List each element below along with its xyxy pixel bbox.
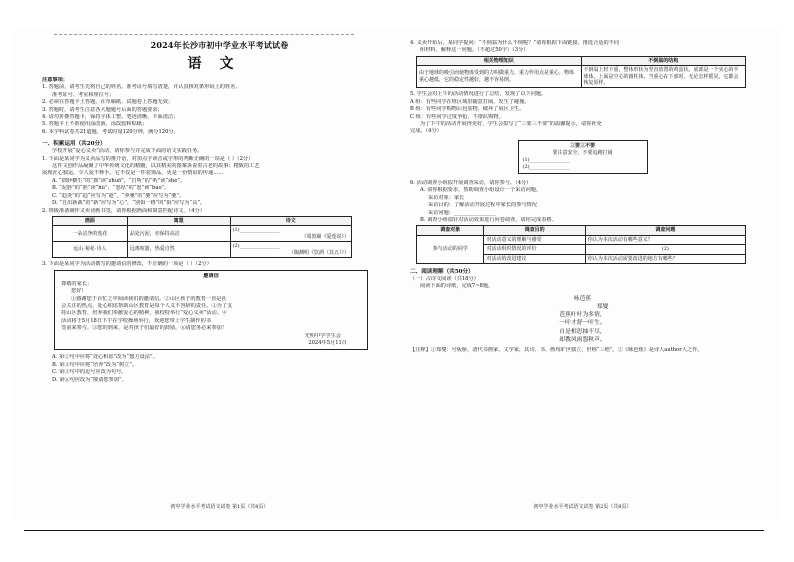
answer-blank: (2)________________ [232,243,280,250]
table-cell: 对活动组织情况的评价 [484,245,585,254]
exam-title: 2024年长沙市初中学业水平考试试卷 [150,40,289,50]
answer-blank: (1)________________ [522,156,570,163]
question-intro: 学校开展“爱心义卖”活动，请你参与并完成下面的语文实践任务。 [52,148,203,155]
bookmark-table [52,216,352,258]
poem-author: 郑燮 [596,303,609,310]
notice-line: 准考证号、考室和座位号； [52,91,115,98]
reading-instruction: 阅读下面的诗歌，完成7~8题。 [420,283,494,290]
option-a: A. 第②句中应将“处心积虑”改为“想方设法”。 [52,354,158,361]
notice-line: 3. 答题时，请考生注意各大题题号后面的答题要求； [42,106,163,113]
question-2: 2. 班级准备制作义卖诗画书签，请你根据画面和寓意匹配诗文。（4分） [42,207,205,214]
notice-line: 4. 请勿折叠答题卡，保持字体工整、笔迹清晰、卡面清洁； [42,114,179,121]
table-header: 不倒翁的结构 [581,56,746,65]
group-a: A 组：有些同学在班区域里随意打闹，发生了碰撞。 [410,98,530,105]
option-b: B. “泥胚”的“胚”读“hù”，“怒厚”的“怒”读“bào”。 [52,185,170,192]
letter-heading: 邀请信 [203,273,219,280]
option-d: D. 第⑥句应改为“敬请您参加”。 [52,376,127,383]
subject-title: 语文 [187,56,252,72]
table-cell: 你认为本次活动有哪些意义？ [585,235,745,244]
subsection-heading: （一）古诗文阅读（共18分） [410,275,479,282]
notice-line: 2. 必须在答题卡上答题，在草稿纸、试题卷上答题无效； [42,99,174,106]
table-cell: 一朵洁净的莲花 [53,226,128,242]
letter-line: 活动将于5月18日下午在学校操场举行，欢迎您带上学生制作的书 [61,317,211,324]
option-d: D. “自出新裁”的“新”应写为“心”，“别俱一格”的“俱”应写为“具”。 [52,200,206,207]
reminder-line: 要注意安全，不要追跑打闹 [552,149,613,156]
table-header: 调查对象 [417,226,484,235]
page-footer: 初中学业水平考试语文试卷 第1页（共8页） [170,504,269,510]
question-4-text: 组材料，解释这一问题。（不超过50字）（3分） [420,47,529,54]
table-header: 画面 [53,216,128,225]
table-cell: 由于地球的吸引而使物体受到的力叫做重力，重力作用点是重心，物体重心越低，它的稳定性越好，越不容易倒。 [417,66,582,88]
table-header: 寓意 [127,216,230,225]
table-cell: 你认为本次活动需要改进的地方有哪些？ [585,254,745,263]
interview-item: 采访对象：家长 [428,194,465,201]
answer-blank: (1)________________ [232,227,280,234]
question-1: 1. 下面是某同学为义卖品写的推介语，对加点字读音或字形的判断正确的一项是（ ）（2分） [42,155,254,162]
page-1 [42,28,397,512]
table-header: 诗文 [230,216,351,225]
table-cell: 不倒翁上轻下重，整体形状为竖直放置的鸡蛋状。底部是一个实心的半球体，上面是空心的圆柱体，当重心在下部时，无论怎样摇晃，它都会恢复原样。 [581,66,746,88]
table-row [417,235,746,244]
group-c: C 组：有些同学过度争抢，不排队购物。 [410,113,504,120]
table-row [53,242,352,258]
question-3: 3. 下面是某同学为活动撰写的邀请信的修改，不正确的一项是（ ）（2分） [42,260,212,267]
option-c: C. 第⑤句中的逗号应改为句号。 [52,369,127,376]
invitation-letter [54,270,368,350]
letter-line: 持山区教育，培养我们奉献爱心的精神，我校特举行“爱心义卖”活动。④ [61,310,228,317]
letter-line: ①感谢您于百忙之中阅读我们的邀请信。②山区孩子的教育一直是社 [71,295,227,302]
option-c: C. “趋炎”的“趋”应写为“趁”，“奔驰”的“驰”应写为“驰”。 [52,192,185,199]
letter-signature: 光明中学学生会 [304,332,341,339]
source-citation: （陶渊明《饮酒（其五）》） [288,249,349,256]
answer-blank: (2)________________ [522,163,570,170]
notice-line: 1. 答题前，请考生先将自己的姓名、准考证号填写清楚，并认真核对条形码上的姓名、 [42,84,241,91]
bottom-rule [24,530,764,531]
source-citation: （周敦颐《爱莲说》） [301,233,349,240]
table-cell: 品处污泥，亦保持高洁 [127,226,230,242]
letter-line: 尊敬的家长： [61,280,93,287]
table-cell: 参与活动的同学 [417,235,484,263]
question-6b: B. 调查小组拟针对活动效果进行问卷调查，请你完成表格。 [420,216,557,223]
poem-note: 【注释】①郑燮：号板桥，清代书画家、文学家，其诗、书、画均旷世独立，世称“三绝”。②《咏芭蕉》是诗人author人之作。 [410,346,703,353]
table-header: 相关物理知识 [417,56,582,65]
question-4: 4. 义卖开始后，某同学提问：“不倒翁为什么不倒呢？”请你根据下面链接，推选合适的不同 [410,40,620,46]
answer-cell: (2) [585,245,745,254]
exam-sheet [14,28,780,520]
reminder-title: 三要三不要 [569,142,595,149]
question-6a: A. 请你根据要求，帮助调查小组设计一个采访问题。 [420,187,542,194]
letter-line: 签前来参与。⑤您的到来，是对孩子们最好的鼓励，⑥请您务必来参加！ [61,325,228,332]
question-1-text: 展现匠心独运，令人爱不释手。它不仅是一件装饰品，更是一份情谊的传递…… [42,170,224,177]
page-footer: 初中学业水平考试语文试卷 第2页（共8页） [533,504,632,510]
table-header: 调查目的 [484,226,585,235]
section-heading: 一、积累运用（共20分） [42,141,106,148]
question-1-text: 这件文创作品凝聚了中华传统文化的精髓，以其精美的图案诉说着古老的故事；精致的工艺 [52,163,260,170]
question-6: 6. 活动调查小组拟开展调查采访，请你参与。（4分） [410,179,532,186]
poem-line: 一叶才舒一叶生。 [559,320,606,327]
interview-item: 采访问题：________________ [428,209,496,216]
table-cell: 对活动意义的理解与感受 [484,235,585,244]
table-cell: 远离喧嚣，热爱自然 [127,242,230,258]
question-5: 5. 学生会对上午的活动情况进行了总结，发现了以下问题。 [410,91,547,98]
table-row [53,226,352,242]
letter-line: 会关注的热点，处心积虑帮助山区教育是每个人义不容辞的责任。③为了支 [61,302,233,309]
table-cell: 远山·菊花·诗人 [53,242,128,258]
notice-line: 5. 答题卡上不准使用涂改液、涂改胶和贴纸； [42,121,148,128]
option-a: A. “拙妙横生”的“拙”读“zhuō”，“打听”的“听”读“shè”。 [52,177,186,184]
poem-line: 却教风雨怨秋声。 [559,336,606,343]
tumbler-table [416,56,746,89]
interview-item: 采访目的：了解活动开展过程中家长的参与情况 [428,202,537,209]
table-row [417,66,746,88]
table-header: 调查问题 [585,226,745,235]
answer-cell [230,226,351,242]
question-5-text: 为了下午的活动开展得更好，学生会拟写了“三要三不要”的温馨提示，请你补充 [420,121,602,128]
answer-cell [230,242,351,258]
option-b: B. 第③句中应将“培养”改为“树立”。 [52,361,138,368]
letter-date: 2024年5月11日 [308,340,347,346]
poem-title: 咏芭蕉 [573,295,592,302]
reminder-box [518,140,648,174]
notice-heading: 注意事项： [42,77,68,83]
notice-line: 6. 本学科试卷共21道题，考试时量120分钟，满分120分。 [42,128,179,135]
survey-table [416,225,746,264]
question-5-text: 完成。（4分） [410,128,442,135]
table-cell: 对活动的改进建议 [484,254,585,263]
group-b: B 组：有些同学购物后包装物，破坏了展区卫生。 [410,106,525,113]
letter-line: 您好！ [71,288,87,295]
section-heading: 二、阅读理解（共50分） [410,268,474,275]
poem-line: 芭蕉叶叶为多情， [559,312,606,319]
poem-line: 自是相思抽不尽， [559,328,606,335]
page-2 [410,28,755,512]
